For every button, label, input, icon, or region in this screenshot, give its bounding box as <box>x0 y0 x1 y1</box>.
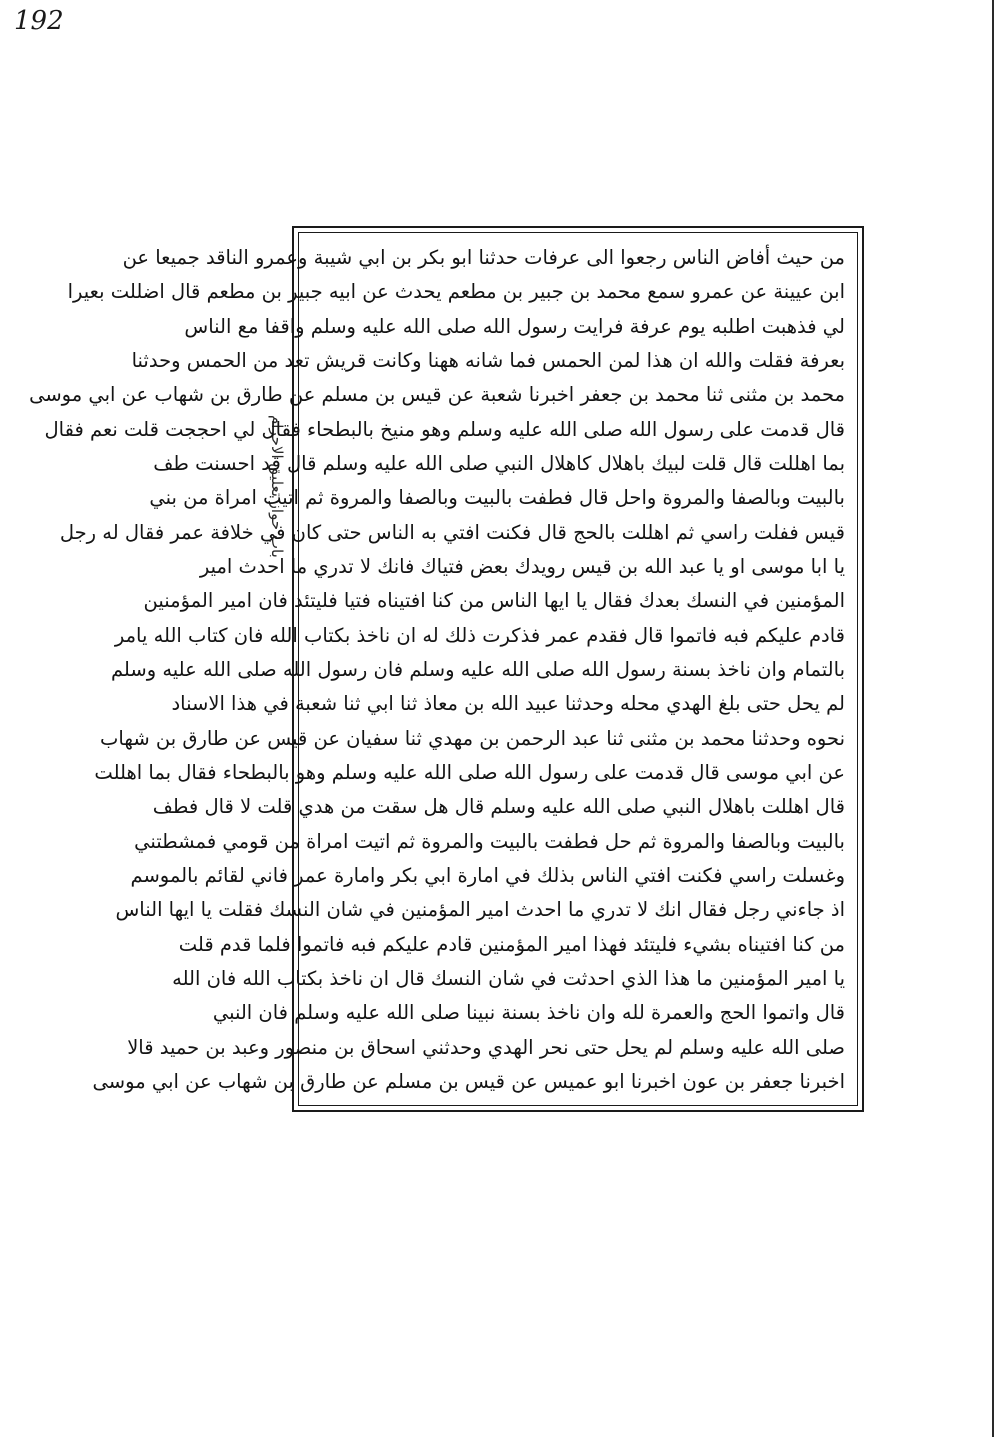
text-line: قال واتموا الحج والعمرة لله وان ناخذ بسنة نبينا صلى الله عليه وسلم فان النبي <box>212 1001 845 1025</box>
text-line: بعرفة فقلت والله ان هذا لمن الحمس فما شانه ههنا وكانت قريش تعد من الحمس وحدثنا <box>131 348 845 372</box>
text-line: ابن عيينة عن عمرو سمع محمد بن جبير بن مطعم يحدث عن ابيه جبير بن مطعم قال اضللت بعيرا <box>67 280 845 304</box>
text-line: يا ابا موسى او يا عبد الله بن قيس رويدك بعض فتياك فانك لا تدري ما احدث امير <box>199 554 845 578</box>
text-line: نحوه وحدثنا محمد بن مثنى ثنا عبد الرحمن بن مهدي ثنا سفيان عن قيس عن طارق بن شهاب <box>100 726 845 750</box>
text-line: قادم عليكم فبه فاتموا قال فقدم عمر فذكرت ذلك له ان ناخذ بكتاب الله فان كتاب الله يامر <box>114 623 845 647</box>
text-line: اذ جاءني رجل فقال انك لا تدري ما احدث امير المؤمنين في شان النسك فقلت يا ايها الناس <box>115 898 845 922</box>
text-line: لم يحل حتى بلغ الهدي محله وحدثنا عبيد الله بن معاذ ثنا ابي ثنا شعبة في هذا الاسناد <box>171 692 845 716</box>
text-line: بالبيت وبالصفا والمروة واحل قال فطفت بالبيت وبالصفا والمروة ثم اتيت امراة من بني <box>149 486 845 510</box>
text-line: عن ابي موسى قال قدمت على رسول الله صلى الله عليه وسلم وهو بالبطحاء فقال بما اهللت <box>94 760 845 784</box>
margin-note: باب حواز تعليق الاحرام <box>268 415 286 558</box>
text-line: بالبيت وبالصفا والمروة ثم حل فطفت بالبيت والمروة ثم اتيت امراة من قومي فمشطتني <box>134 829 845 853</box>
text-line: وغسلت راسي فكنت افتي الناس بذلك في امارة ابي بكر وامارة عمر فاني لقائم بالموسم <box>130 863 845 887</box>
page-number: 192 <box>14 6 64 36</box>
text-line: لي فذهبت اطلبه يوم عرفة فرايت رسول الله صلى الله عليه وسلم واقفا مع الناس <box>184 314 845 338</box>
text-line: اخبرنا جعفر بن عون اخبرنا ابو عميس عن قيس بن مسلم عن طارق بن شهاب عن ابي موسى <box>92 1069 845 1093</box>
text-line: المؤمنين في النسك بعدك فقال يا ايها الناس من كنا افتيناه فتيا فليتئد فان امير المؤمنين <box>143 589 845 613</box>
text-line: قال اهللت باهلال النبي صلى الله عليه وسلم قال هل سقت من هدي قلت لا قال فطف <box>152 795 845 819</box>
text-line: بالتمام وان ناخذ بسنة رسول الله صلى الله عليه وسلم فان رسول الله صلى الله عليه وسلم <box>110 657 845 681</box>
text-line: صلى الله عليه وسلم لم يحل حتى نحر الهدي وحدثني اسحاق بن منصور وعبد بن حميد قالا <box>127 1035 845 1059</box>
text-line: قيس ففلت راسي ثم اهللت بالحج قال فكنت افتي به الناس حتى كان في خلافة عمر فقال له رجل <box>59 520 845 544</box>
text-line: قال قدمت على رسول الله صلى الله عليه وسلم وهو منيخ بالبطحاء فقال لي احججت قلت نعم فقال <box>44 417 845 441</box>
text-line: من حيث أفاض الناس رجعوا الى عرفات حدثنا ابو بكر بن ابي شيبة وعمرو الناقد جميعا عن <box>122 246 845 269</box>
text-line: يا امير المؤمنين ما هذا الذي احدثت في شان النسك قال ان ناخذ بكتاب الله فان الله <box>172 966 845 990</box>
scan-edge-line <box>992 0 994 1437</box>
text-line: محمد بن مثنى ثنا محمد بن جعفر اخبرنا شعبة عن قيس بن مسلم عن طارق بن شهاب عن ابي موسى <box>29 383 845 407</box>
text-line: من كنا افتيناه بشيء فليتئد فهذا امير المؤمنين قادم عليكم فبه فاتموا فلما قدم قلت <box>178 932 845 956</box>
text-line: بما اهللت قال قلت لبيك باهلال كاهلال النبي صلى الله عليه وسلم قال قد احسنت طف <box>153 451 845 475</box>
